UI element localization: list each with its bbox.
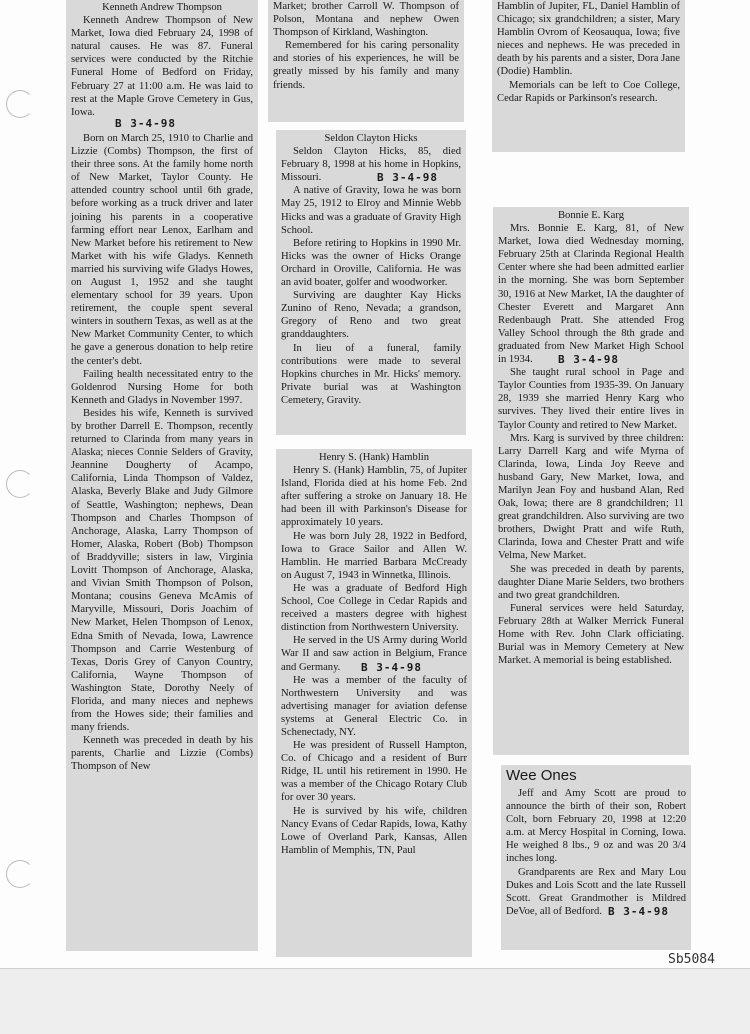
date-stamp: B 3-4-98 xyxy=(377,171,438,185)
date-stamp: B 3-4-98 xyxy=(361,660,422,674)
obituary-title: Henry S. (Hank) Hamblin xyxy=(318,452,430,463)
obituary-paragraph: Mrs. Karg is survived by three children: Larry Darrell Karg and wife Myrna of Clarinda, Iowa, Linda Joy Reeve and husband Gary, New Market, Iowa, and Marilyn Jean Foy and husband Alan, Red Oak, Iowa; there are 8 grandchildren; 11 great grandchildren. Also surviving are two brothers, Dwight Pratt and wife Ruth, Clarinda, Iowa and Chester Pratt and wife Velma, New Market. xyxy=(498,432,684,562)
obituary-paragraph: Market; brother Carroll W. Thompson of Polson, Montana and nephew Owen Thompson of Kirkland, Washington. xyxy=(273,1,459,39)
obituary-title: Seldon Clayton Hicks xyxy=(324,133,418,144)
obituary-paragraph: He was born July 28, 1922 in Bedford, Iowa to Grace Sailor and Allen W. Hamblin. He married Barbara McCready on August 7, 1943 in Winnetka, Illinois. xyxy=(281,530,467,581)
clipping-karg xyxy=(493,207,689,755)
obituary-paragraph: Failing health necessitated entry to the Goldenrod Nursing Home for both Kenneth and Gladys in November 1997. xyxy=(71,368,253,406)
date-stamp: B 3-4-98 xyxy=(608,904,669,918)
obituary-paragraph: Before retiring to Hopkins in 1990 Mr. Hicks was the owner of Hicks Orange Orchard in Oroville, California. He was an avid boater, golfer and woodworker. xyxy=(281,237,461,289)
obituary-paragraph: He is survived by his wife, children Nancy Evans of Cedar Rapids, Iowa, Kathy Lowe of Overland Park, Kansas, Allen Hamblin of Memphis, TN, Paul xyxy=(281,805,467,856)
clipping-hamblin-continued xyxy=(492,0,685,152)
obituary-paragraph: He was a graduate of Bedford High School, Coe College in Cedar Rapids and received a masters degree with highest distinction from Northwestern University. xyxy=(281,582,467,634)
obituary-paragraph: Seldon Clayton Hicks, 85, died February 8, 1998 at his home in Hopkins, Missouri. xyxy=(281,146,461,184)
section-title: Wee Ones xyxy=(506,767,577,784)
obituary-paragraph: Hamblin of Jupiter, FL, Daniel Hamblin of Chicago; six grandchildren; a sister, Mary Hamblin Ovrom of Keosauqua, Iowa; five nieces and nephews. He was preceded in death by his parents and a sister, Dora Jane (Dodie) Hamblin. xyxy=(497,1,680,78)
obituary-paragraph: He was president of Russell Hampton, Co. of Chicago and a resident of Burr Ridge, IL until his retirement in 1990. He was a member of the Chicago Rotary Club for over 30 years. xyxy=(281,740,467,804)
archive-file-id: Sb5084 xyxy=(668,952,715,967)
date-stamp: B 3-4-98 xyxy=(115,116,176,130)
scanner-bed-margin xyxy=(0,968,750,1034)
obituary-paragraph: Remembered for his caring personality and stories of his experiences, he will be greatly missed by his family and many friends. xyxy=(273,40,459,91)
punch-hole xyxy=(6,470,34,498)
clipping-hicks xyxy=(276,130,466,435)
obituary-paragraph: Mrs. Bonnie E. Karg, 81, of New Market, Iowa died Wednesday morning, February 25th at Clarinda Regional Health Center where she had been admitted earlier in the morning. She was born September 30, 1916 at New Market, IA the daughter of Chester Everett and Margaret Ann Redenbaugh Pratt. She attended Frog Valley School through the 8th grade and graduated from New Market High School in 1934. xyxy=(498,223,684,366)
punch-hole xyxy=(6,860,34,888)
obituary-paragraph: A native of Gravity, Iowa he was born May 25, 1912 to Elroy and Minnie Webb Hicks and was a graduate of Gravity High School. xyxy=(281,185,461,236)
punch-hole xyxy=(6,90,34,118)
date-stamp: B 3-4-98 xyxy=(558,353,619,367)
obituary-paragraph: In lieu of a funeral, family contributions were made to several Hopkins churches in Mr. Hicks' memory. Private burial was at Washington Cemetery, Gravity. xyxy=(281,342,461,406)
clipping-thompson xyxy=(66,0,258,951)
obituary-paragraph: She was preceded in death by parents, daughter Diane Marie Selders, two brothers and two great grandchildren. xyxy=(498,563,684,601)
obituary-paragraph: Besides his wife, Kenneth is survived by brother Darrell E. Thompson, recently returned to Clarinda from many years in Alaska; nieces Connie Selders of Gravity, Jeannine Dougherty of Acampo, California, Linda Thompson of Valdez, Alaska, Beverly Blake and Judy Gilmore of Seattle, Washington; nephews, Dean Thompson and Charles Thompson of Anchorage, Alaska, Larry Thompson of Homer, Alaska, Robert (Bob) Thompson of Braddyville; sisters in law, Virginia Lovitt Thompson of Anchorage, Alaska, and Vivian Smith Thompson of Polson, Montana; cousins Geneva McAmis of Maryville, Missouri, Doris Joachim of New Market, Helen Thompson of Lenox, Edna Smith of Nevada, Iowa, Lawrence Thompson and Carrie Westenburg of Texas, Doris Grey of Canyon Country, California, Wayne Thompson of Washington State, Dorothy Neely of Florida, and many nieces and nephews from the Howes side; their families and many friends. xyxy=(71,407,253,734)
clipping-thompson-continued xyxy=(268,0,464,122)
obituary-paragraph: Kenneth was preceded in death by his parents, Charlie and Lizzie (Combs) Thompson of New xyxy=(71,735,253,773)
obituary-paragraph: Surviving are daughter Kay Hicks Zunino of Reno, Nevada; a grandson, Gregory of Reno and two great granddaughters. xyxy=(281,290,461,341)
obituary-paragraph: Henry S. (Hank) Hamblin, 75, of Jupiter Island, Florida died at his home Feb. 2nd after suffering a stroke on January 18. He had been ill with Parkinson's Disease for approximately 10 years. xyxy=(281,465,467,529)
announcement-paragraph: Grandparents are Rex and Mary Lou Dukes and Lois Scott and the late Russell Scott. Great Grandmother is Mildred DeVoe, all of Bedford. xyxy=(506,866,686,917)
clipping-hamblin xyxy=(276,449,472,957)
obituary-title: Kenneth Andrew Thompson xyxy=(102,2,222,13)
obituary-paragraph: Memorials can be left to Coe College, Cedar Rapids or Parkinson's research. xyxy=(497,79,680,104)
obituary-paragraph: He was a member of the faculty of Northwestern University and was advertising manager for aviation defense systems at General Electric Co. in Schenectady, NY. xyxy=(281,674,467,738)
obituary-paragraph: Kenneth Andrew Thompson of New Market, Iowa died February 24, 1998 of natural causes. He was 87. Funeral services were conducted by the Ritchie Funeral Home of Bedford on Friday, February 27 at 11:00 a.m. He was laid to rest at the Maple Grove Cemetery in Gus, Iowa. xyxy=(71,15,253,118)
clipping-wee-ones xyxy=(501,765,691,950)
obituary-paragraph: Born on March 25, 1910 to Charlie and Lizzie (Combs) Thompson, the first of their three sons. At the family home north of New Market, Taylor County. He attended country school until 6th grade, before working as a truck driver and later joining his parents in a cooperative farming effort near Lenox, Earlham and New Market before his retirement to New Market with his wife Gladys. Kenneth married his surviving wife Gladys Howes, on August 1, 1952 and she taught elementary school for 39 years. Upon retirement, the couple spent several winters in southern Texas, as well as at the New Market Community Center, to which he gave a generous donation to help retire the center's debt. xyxy=(71,132,253,367)
announcement-paragraph: Jeff and Amy Scott are proud to announce the birth of their son, Robert Colt, born February 20, 1998 at 12:20 a.m. at Mercy Hospital in Corning, Iowa. He weighed 8 lbs., 9 oz and was 20 3/4 inches long. xyxy=(506,788,686,865)
obituary-title: Bonnie E. Karg xyxy=(557,210,624,221)
obituary-paragraph: She taught rural school in Page and Taylor Counties from 1935-39. On January 28, 1939 she married Henry Karg who survives. They lived their entire lives in Taylor County and retired to New Market. xyxy=(498,367,684,431)
obituary-paragraph: Funeral services were held Saturday, February 28th at Walker Merrick Funeral Home with Rev. John Clark officiating. Burial was in Memory Cemetery at New Market. A memorial is being established. xyxy=(498,602,684,667)
obituary-paragraph: He served in the US Army during World War II and saw action in Belgium, France and Germany. xyxy=(281,635,467,673)
